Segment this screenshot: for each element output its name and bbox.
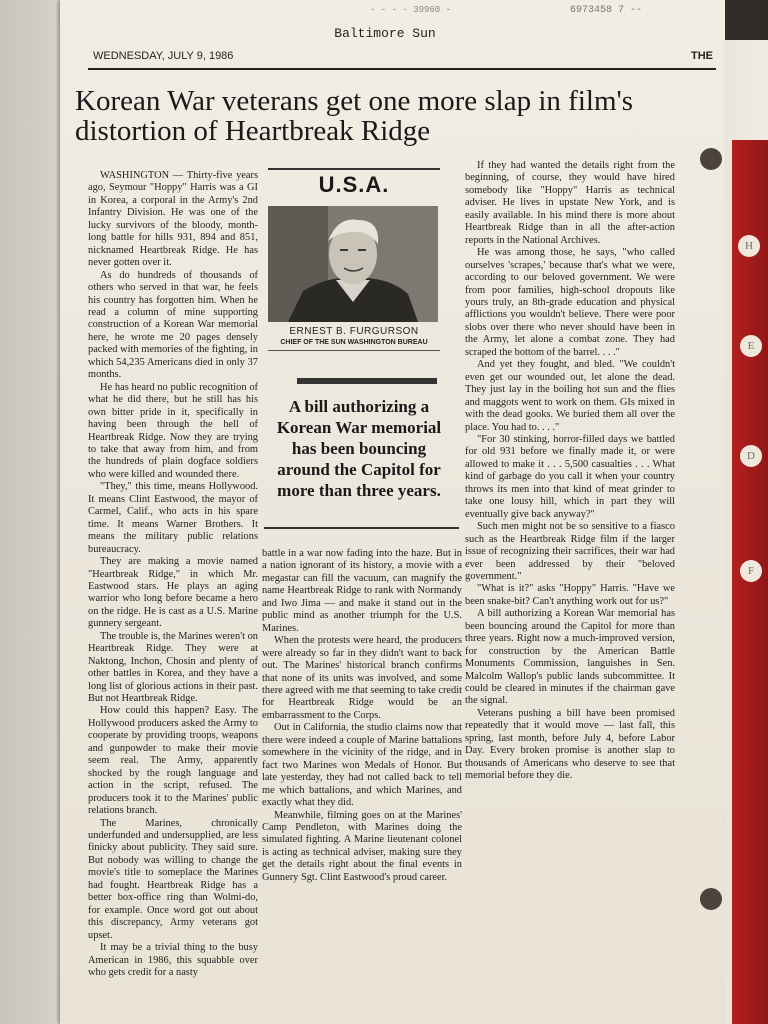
- column-2: [262, 548, 462, 1020]
- paragraph: The trouble is, the Marines weren't on Heartbreak Ridge. They were at Naktong, Inchon, Chosin and plenty of other battles in Korea, and they have a long list of glorious actions in their past. But not Heartbreak Ridge.: [88, 630, 258, 705]
- reference-number: 6973458 7 --: [570, 5, 643, 16]
- paragraph: They are making a movie named "Heartbreak Ridge," in which Mr. Eastwood stars. He plays an aging warrior who long before became a hero on the ridge. He is cast as a U.S. Marine gunnery sergeant.: [88, 556, 258, 630]
- paragraph: And yet they fought, and bled. "We couldn't even get our wounded out, let alone the dead. They just lay in the boiling hot sun and the flies and maggots went to work on them. GIs mixed in with the dead gooks. We buried them all over the place. You had to. . . .": [465, 359, 675, 433]
- paragraph: How could this happen? Easy. The Hollywood producers asked the Army to cooperate by providing troops, weapons and gunpowder to make their movie seem real. The Army, apparently shocked by the rough language and action in the script, refused. The producers took it to the Marines' public relations branch.: [88, 705, 258, 817]
- clipping-stamp: - - - - 39960 -: [370, 5, 452, 15]
- paragraph: He was among those, he says, "who called ourselves 'scrapes,' because that's what we were, according to our beloved government. We were from poor families, high-school dropouts like yours truly, an 8th-grade education and physical afflictions you wouldn't believe. There were poor slobs over there who never should have been in the Army, let alone a combat zone. They had scraped the bottom of the barrel. . . .": [465, 247, 675, 358]
- index-tab: F: [740, 560, 762, 582]
- pullquote-rule: [264, 527, 459, 529]
- index-tab: E: [740, 335, 762, 357]
- paragraph: As do hundreds of thousands of others who served in that war, he feels his country has forgotten him. When he read a column of mine supporting construction of a Korean War memorial here, he wrote me 20 pages densely packed with memories of the fighting, in which 54,235 Americans died in only 37 months.: [88, 269, 258, 381]
- column-3: [465, 160, 675, 1020]
- paragraph: Such men might not be so sensitive to a fiasco such as the Heartbreak Ridge film if the larger issue of recognizing their sacrifices, their war had ever been addressed by their "beloved government.": [465, 521, 675, 582]
- dateline-rule: [88, 68, 716, 70]
- paragraph: Meanwhile, filming goes on at the Marines' Camp Pendleton, with Marines doing the simulated fighting. A Marine lieutenant colonel is acting as technical adviser, making sure they get the details right about the final events in Gunnery Sgt. Clint Eastwood's proud career.: [262, 809, 462, 883]
- column-label: U.S.A.: [318, 172, 390, 197]
- index-tab: H: [738, 235, 760, 257]
- index-tab: D: [740, 445, 762, 467]
- paragraph: When the protests were heard, the producers were already so far in they didn't want to back out. The Marines' historical branch confirms that none of its units was involved, and some there agreed with me that seeming to take credit for Heartbreak Ridge would be an embarrassment to the Corps.: [262, 635, 462, 721]
- author-photo: [268, 206, 438, 322]
- paragraph: It may be a trivial thing to the busy American in 1986, this squabble over who gets credit for a nasty: [88, 942, 258, 978]
- source-label: Baltimore Sun: [334, 26, 436, 41]
- pull-quote: A bill authorizing a Korean War memorial has been bouncing around the Capitol for more than three years.: [276, 397, 442, 500]
- red-index-tabs: [732, 140, 768, 1024]
- dateline: [93, 50, 713, 66]
- paragraph: battle in a war now fading into the haze. But in a nation ignorant of its history, a movie with a megastar can fill the vacuum, can magnify the name Heartbreak Ridge to rank with Normandy and Iwo Jima — and make it stand out in the public mind as another triumph for the U.S. Marines.: [262, 548, 462, 634]
- paragraph: He has heard no public recognition of what he did there, but he still has his own bitter pride in it, specifically in having been through the hell of Heartbreak Ridge. Now they are trying to take that away from him, and from the hundreds of plain dogface soldiers who were killed and wounded there.: [88, 381, 258, 480]
- paragraph: If they had wanted the details right from the beginning, of course, they would have hired somebody like "Hoppy" Harris as technical adviser. He lives in upstate New York, and is easily available. In his mind there is more about Heartbreak Ridge than in all the after-action reports in the National Archives.: [465, 160, 675, 246]
- byline-rule: [268, 350, 440, 351]
- portrait-image: [268, 206, 438, 322]
- paragraph: WASHINGTON — Thirty-five years ago, Seymour "Hoppy" Harris was a GI in Korea, a corporal in the Army's 2nd Infantry Division. He was one of the lucky survivors of the bloody, month-long battle for hills 931, 894 and 851, nicknamed Heartbreak Ridge. He has never gotten over it.: [88, 170, 258, 269]
- punch-hole: [700, 148, 722, 170]
- paragraph: The Marines, chronically underfunded and undersupplied, are less finicky about publicity. They said sure. But nobody was willing to change the movie's title to someplace the Marines had fought. Heartbreak Ridge has a better box-office ring than Wolmi-do, for example. Once word got out about this discrepancy, Army veterans got upset.: [88, 817, 258, 941]
- issue-date: WEDNESDAY, JULY 9, 1986: [93, 50, 234, 62]
- paragraph: Veterans pushing a bill have been promised repeatedly that it would move — last fall, this spring, last month, before July 4, before Labor Day. Every broken promise is another slap to thousands of Americans who deserve to see that memorial before they die.: [465, 707, 675, 782]
- punch-hole: [700, 888, 722, 910]
- paragraph: "For 30 stinking, horror-filled days we battled for old 931 before we finally made it, or were allowed to make it . . . 5,500 casualties . . . What kind of garbage do you call it when your country throws its men into that kind of meat grinder to take one lousy hill, which in part they will eventually give back anyway?": [465, 433, 675, 520]
- paragraph: Out in California, the studio claims now that there were indeed a couple of Marine battalions somewhere in the vicinity of the ridge, and in fact two Marines won Medals of Honor. But late yesterday, they had not called back to tell me which battalions, and which Marines, and exactly what they did.: [262, 722, 462, 809]
- author-title: CHIEF OF THE SUN WASHINGTON BUREAU: [280, 339, 428, 346]
- headline: Korean War veterans get one more slap in film's distortion of Heartbreak Ridge: [75, 85, 634, 147]
- column-rule: [268, 168, 440, 170]
- section-label: THE: [691, 50, 713, 62]
- pullquote-rule: [297, 378, 437, 384]
- paragraph: A bill authorizing a Korean War memorial has been bouncing around the Capitol for more than three years. Right now a much-improved version, for construction by the American Battle Monuments Commission, languishes in Sen. Malcolm Wallop's public lands subcommittee. It could be cleared in minutes if the chairman gave the signal.: [465, 608, 675, 707]
- paragraph: "They," this time, means Hollywood. It means Clint Eastwood, the mayor of Carmel, Calif., who acts in his spare time. It means Warner Brothers. It means the military public relations bureaucracy.: [88, 481, 258, 555]
- author-name: ERNEST B. FURGURSON: [289, 326, 419, 337]
- column-1: [88, 170, 258, 1020]
- paragraph: "What is it?" asks "Hoppy" Harris. "Have we been snake-bit? Can't anything work out for us?": [465, 583, 675, 607]
